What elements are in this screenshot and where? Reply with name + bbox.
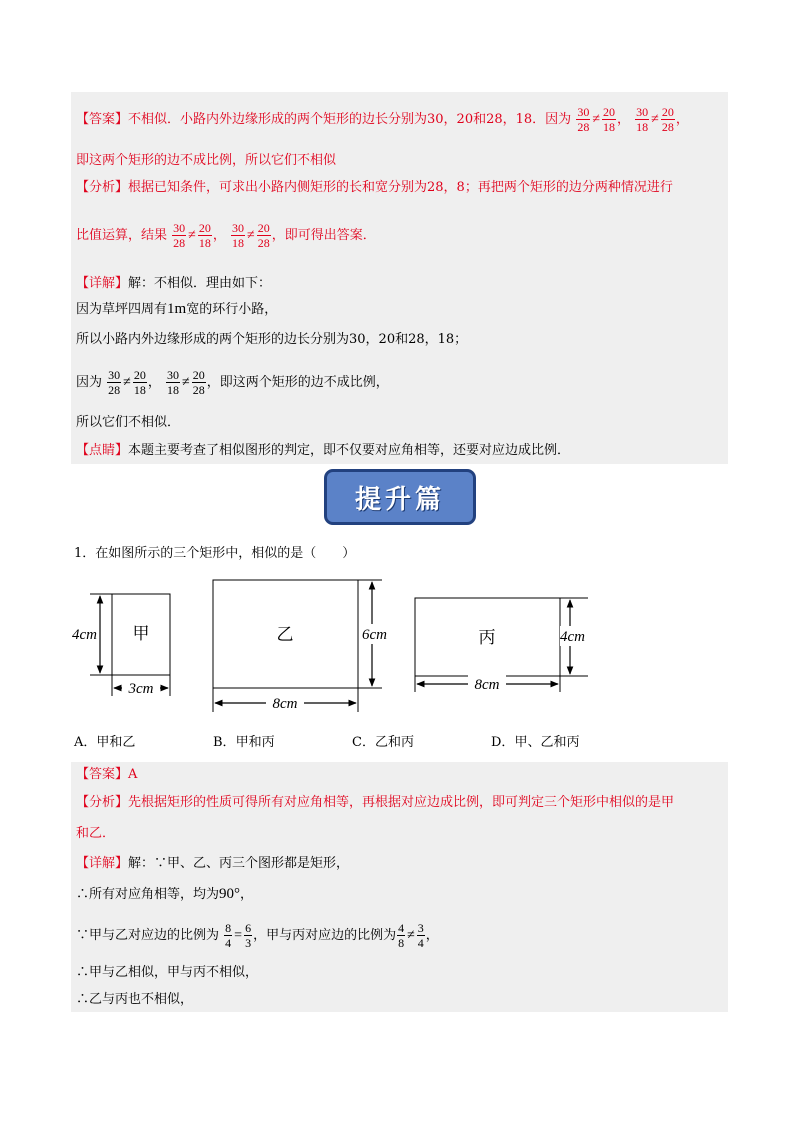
fraction: $\frac{20}{28}$ [192,368,205,397]
rect-label: 乙 [276,625,294,645]
fraction: $\frac{3}{4}$ [417,921,424,950]
option-text: 甲和乙 [96,735,136,750]
prev-detail-line4: 因为 $\frac{30}{28}$ ≠ $\frac{20}{18}$ ， $\frac{30}{18}$ ≠ $\frac{20}{28}$ ，即这两个矩形的边不成比例， [76,368,389,397]
option-d[interactable] [491,733,579,753]
comment-tag: 【点睛】 [76,443,129,458]
prev-detail-line3: 所以小路内外边缘形成的两个矩形的边长分别为30，20和28，18； [76,332,468,347]
option-letter: D． [491,735,515,750]
option-text: 甲、乙和丙 [514,735,580,750]
detail-line3: ∵甲与乙对应边的比例为 $\frac{8}{4}$ = $\frac{6}{3}$ ，甲与丙对应边的比例为 $\frac{4}{8}$ ≠ $\frac{3}{4}$ ， [76,921,439,950]
answer-tag: 【答案】 [76,112,129,127]
fraction: $\frac{6}{3}$ [245,921,252,950]
option-b[interactable] [213,733,275,753]
question-stem: 在如图所示的三个矩形中，相似的是（ ） [95,546,356,561]
solution-panel [71,762,728,1012]
prev-solution-panel [71,92,728,464]
detail-line1: 【详解】解：∵甲、乙、丙三个图形都是矩形， [76,856,350,871]
answer-tag: 【答案】 [76,767,129,782]
detail-tag: 【详解】 [76,276,129,291]
height-label: 4cm [72,627,97,643]
option-letter: B． [213,735,236,750]
rect-label: 丙 [478,628,496,648]
detail-tag: 【详解】 [76,856,129,871]
rect-yi [213,580,394,712]
rect-jia [70,594,170,697]
fraction: $\frac{30}{28}$ [173,221,186,250]
answer-line [76,765,724,785]
fraction: $\frac{30}{28}$ [108,368,121,397]
prev-comment-line: 【点睛】本题主要考查了相似图形的判定，即不仅要对应角相等，还要对应边成比例． [76,443,571,458]
prev-detail-line1: 【详解】解：不相似．理由如下： [76,276,272,291]
fraction: $\frac{8}{4}$ [225,921,232,950]
prev-answer-line2: 即这两个矩形的边不成比例，所以它们不相似 [76,153,337,168]
rectangles-figure [70,578,610,718]
rect-bing [415,598,594,693]
fraction: $\frac{30}{18}$ [232,221,244,250]
prev-detail-line5: 所以它们不相似． [76,415,181,430]
detail-line2: ∴所有对应角相等，均为90°， [76,886,254,902]
answer-text: 不相似．小路内外边缘形成的两个矩形的边长分别为30，20和28，18．因为 [128,112,572,127]
option-c[interactable] [352,733,414,753]
rect-label: 甲 [132,624,150,644]
prev-analysis-line2: 比值运算，结果 $\frac{30}{28}$ ≠ $\frac{20}{18}$ ， $\frac{30}{18}$ ≠ $\frac{20}{28}$ ，即可得出答案． [76,221,376,250]
fraction: $\frac{30}{18}$ [636,105,649,134]
option-letter: A． [74,735,97,750]
detail-line4: ∴甲与乙相似，甲与丙不相似， [76,965,259,980]
answer-value: A [128,767,138,782]
fraction: $\frac{20}{28}$ [661,105,674,134]
fraction: $\frac{20}{28}$ [257,221,270,250]
fraction: $\frac{30}{28}$ [577,105,590,134]
option-letter: C． [352,735,375,750]
question-number: 1． [74,546,96,561]
fraction: $\frac{4}{8}$ [398,921,405,950]
prev-answer-line1: 【答案】不相似．小路内外边缘形成的两个矩形的边长分别为30，20和28，18．因为 $\frac{30}{28}$ ≠ $\frac{20}{18}$ ， $\frac{30}{18}$ ≠ $\frac{20}{28}$ ， [76,105,689,134]
prev-analysis-line1: 【分析】根据已知条件，可求出小路内侧矩形的长和宽分别为28，8；再把两个矩形的边分两种情况进行 [76,180,673,195]
fraction: $\frac{20}{18}$ [198,221,211,250]
width-label: 3cm [128,681,154,697]
analysis-tag: 【分析】 [76,795,129,810]
width-label: 8cm [474,677,500,693]
question-text [74,544,355,564]
section-banner: 提升篇 [324,469,476,525]
fraction: $\frac{30}{18}$ [167,368,179,397]
fraction: $\frac{20}{18}$ [133,368,146,397]
option-text: 甲和丙 [235,735,275,750]
option-text: 乙和丙 [374,735,414,750]
option-a[interactable] [74,733,135,753]
fraction: $\frac{20}{18}$ [603,105,616,134]
prev-detail-line2: 因为草坪四周有1m宽的环行小路， [76,301,278,317]
analysis-line1: 【分析】先根据矩形的性质可得所有对应角相等，再根据对应边成比例，即可判定三个矩形中相似的是甲 [76,795,675,810]
width-label: 8cm [272,696,298,712]
height-label: 4cm [560,629,585,645]
detail-line5: ∴乙与丙也不相似， [76,992,194,1007]
analysis-line2: 和乙． [76,826,116,841]
analysis-tag: 【分析】 [76,180,129,195]
height-label: 6cm [362,627,387,643]
